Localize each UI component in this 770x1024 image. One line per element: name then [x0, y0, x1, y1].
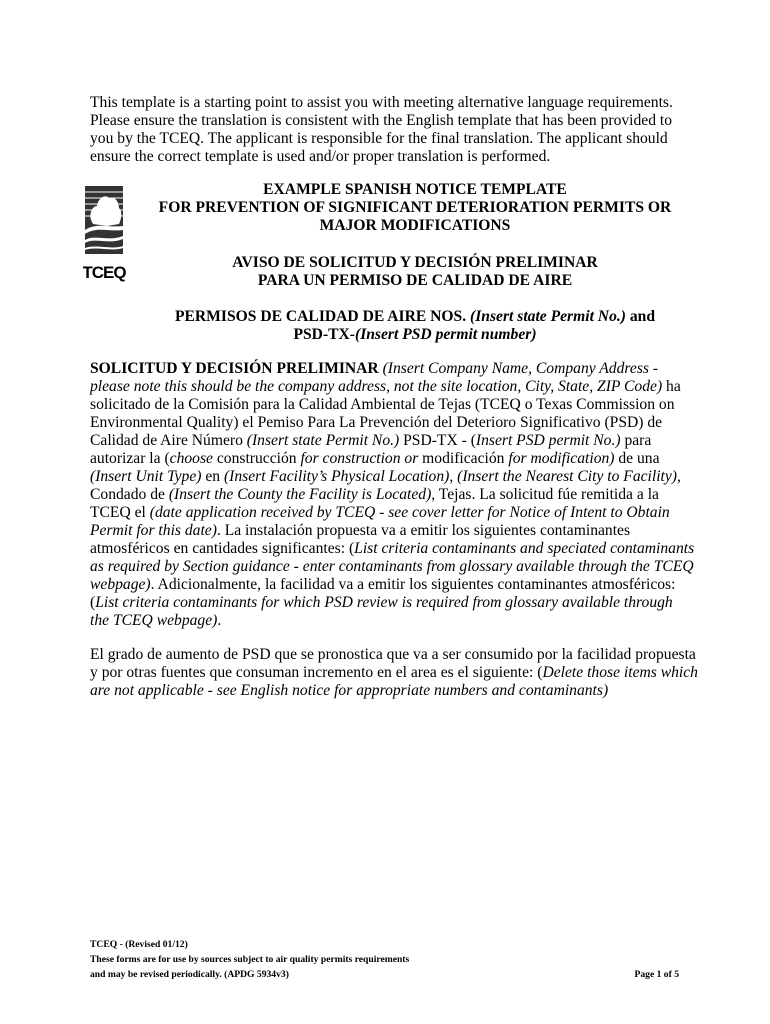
- tceq-logo: [83, 186, 127, 282]
- text-run: PSD-TX-: [293, 326, 355, 343]
- permit-numbers: [90, 308, 740, 344]
- notice-subtitle: [150, 254, 680, 290]
- text-run: This template is a starting point to assist you with meeting alternative language requirements.: [90, 94, 673, 111]
- text-run: Delete those items which: [542, 664, 698, 681]
- text-run: Environmental Quality) el Pemiso Para La Prevención del Deterioro Significativo (PSD) de: [90, 414, 663, 431]
- text-run: de una: [614, 450, 660, 467]
- text-line: [90, 148, 690, 166]
- text-run: y por otras fuentes que consuman incremento en el area es el siguiente: (: [90, 664, 543, 681]
- text-run: List criteria contaminants for which PSD review is required from glossary available through: [95, 594, 673, 611]
- text-line: [90, 682, 690, 700]
- text-line: [90, 130, 690, 148]
- text-run: (Insert the County the Facility is Located): [168, 486, 432, 503]
- text-run: Please ensure the translation is consistent with the English template that has been provided to: [90, 112, 673, 129]
- text-line: [150, 181, 680, 199]
- text-line: [90, 432, 690, 450]
- text-run: PSD-TX - (: [399, 432, 476, 449]
- text-run: (Insert state Permit No.): [246, 432, 400, 449]
- text-line: [90, 522, 690, 540]
- text-run: para: [620, 432, 652, 449]
- logo-text: TCEQ: [83, 263, 126, 282]
- text-run: . La instalación propuesta va a emitir los siguientes contaminantes: [216, 522, 631, 539]
- text-run: (Insert the Nearest City to Facility): [457, 468, 677, 485]
- text-line: [90, 112, 690, 130]
- text-run: (Insert Unit Type): [90, 468, 202, 485]
- text-line: [90, 646, 696, 664]
- text-run: , Tejas. La solicitud fúe remitida a la: [431, 486, 659, 503]
- text-run: (Insert Facility’s Physical Location): [223, 468, 450, 485]
- text-run: TCEQ el: [90, 504, 150, 521]
- text-run: MAJOR MODIFICATIONS: [319, 217, 511, 234]
- text-run: autorizar la (: [90, 450, 170, 467]
- text-run: for modification): [508, 450, 615, 467]
- text-run: are not applicable - see English notice for appropriate numbers and contaminants): [90, 682, 609, 699]
- text-line: [90, 414, 690, 432]
- text-line: [90, 594, 690, 612]
- footer-revision-note: and may be revised periodically. (APDG 5934v3): [90, 969, 289, 980]
- text-line: [90, 360, 690, 378]
- text-run: choose: [169, 450, 213, 467]
- text-line: [90, 486, 690, 504]
- text-run: .: [217, 612, 222, 629]
- text-line: [90, 308, 740, 326]
- text-run: (Insert state Permit No.): [470, 308, 626, 325]
- text-run: (Insert Company Name, Company Address -: [382, 360, 659, 377]
- text-run: webpage): [90, 576, 151, 593]
- text-line: [150, 254, 680, 272]
- text-run: atmosféricos en cantidades significantes: (: [90, 540, 355, 557]
- text-run: SOLICITUD Y DECISIÓN PRELIMINAR: [90, 360, 383, 377]
- text-line: [90, 664, 698, 682]
- text-run: EXAMPLE SPANISH NOTICE TEMPLATE: [263, 181, 567, 198]
- text-run: ensure the correct template is used and/or proper translation is performed.: [90, 148, 551, 165]
- text-run: PARA UN PERMISO DE CALIDAD DE AIRE: [257, 272, 573, 289]
- notice-title: [150, 181, 680, 235]
- text-run: construcción: [212, 450, 301, 467]
- footer-left: [90, 937, 409, 982]
- text-run: Calidad de Aire Número: [90, 432, 247, 449]
- text-run: you by the TCEQ. The applicant is responsible for the final translation. The applicant should: [90, 130, 668, 147]
- text-run: Permit for this date): [90, 522, 217, 539]
- text-run: ha: [662, 378, 681, 395]
- text-run: solicitado de la Comisión para la Calidad Ambiental de Tejas (TCEQ o Texas Commission on: [90, 396, 675, 413]
- text-run: ,: [676, 468, 681, 485]
- text-line: [90, 612, 690, 630]
- tceq-logo-icon: [83, 186, 127, 282]
- text-line: [90, 94, 690, 112]
- text-run: for construction or: [300, 450, 419, 467]
- text-run: please note this should be the company address, not the site location, City, State, ZIP Code): [90, 378, 663, 395]
- text-run: El grado de aumento de PSD que se pronostica que va a ser consumido por la facilidad propuesta: [90, 646, 696, 663]
- text-line: [90, 576, 690, 594]
- text-run: PERMISOS DE CALIDAD DE AIRE NOS.: [174, 308, 471, 325]
- text-line: [150, 199, 680, 217]
- text-line: [90, 504, 690, 522]
- text-line: [90, 540, 695, 558]
- text-run: Condado de: [90, 486, 169, 503]
- text-run: and: [625, 308, 656, 325]
- page-number: Page 1 of 5: [634, 969, 679, 980]
- text-run: List criteria contaminants and speciated contaminants: [354, 540, 695, 557]
- intro-paragraph: [90, 94, 690, 166]
- text-line: [90, 378, 690, 396]
- text-run: (Insert PSD permit number): [355, 326, 537, 343]
- text-line: [150, 217, 680, 235]
- increment-paragraph: [90, 646, 698, 700]
- text-run: the TCEQ webpage): [90, 612, 218, 629]
- text-run: AVISO DE SOLICITUD Y DECISIÓN PRELIMINAR: [232, 254, 598, 271]
- text-run: ,: [449, 468, 458, 485]
- text-line: [90, 468, 690, 486]
- text-run: . Adicionalmente, la facilidad va a emitir los siguientes contaminantes atmosféricos:: [150, 576, 676, 593]
- text-line: [90, 558, 694, 576]
- text-line: [90, 396, 690, 414]
- text-run: en: [201, 468, 224, 485]
- footer-usage-note: These forms are for use by sources subject to air quality permits requirements: [90, 954, 410, 965]
- text-line: [90, 450, 690, 468]
- text-run: FOR PREVENTION OF SIGNIFICANT DETERIORATION PERMITS OR: [158, 199, 672, 216]
- text-run: Insert PSD permit No.): [475, 432, 621, 449]
- text-line: [90, 326, 740, 344]
- text-line: [150, 272, 680, 290]
- application-paragraph: [90, 360, 695, 630]
- text-run: (: [90, 594, 96, 611]
- footer-revision: TCEQ - (Revised 01/12): [90, 939, 188, 950]
- text-run: (date application received by TCEQ - see cover letter for Notice of Intent to Obtain: [149, 504, 670, 521]
- text-run: as required by Section guidance - enter contaminants from glossary available through the TCEQ: [90, 558, 694, 575]
- text-run: modificación: [418, 450, 509, 467]
